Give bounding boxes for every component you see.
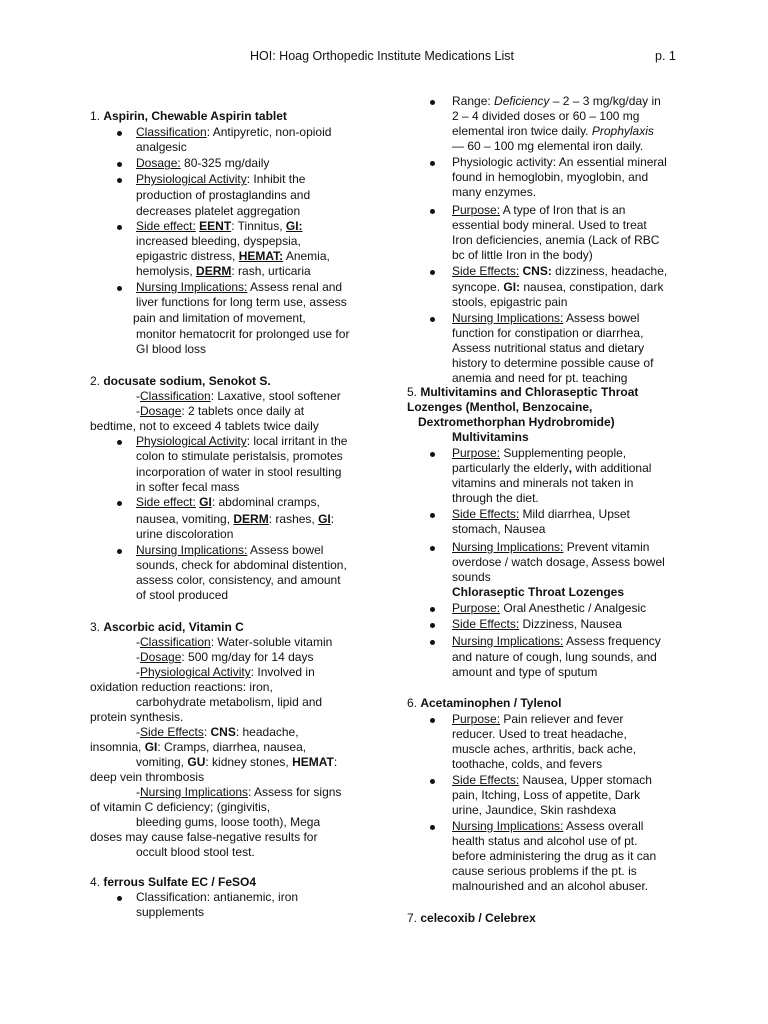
- bullet: [117, 440, 122, 445]
- line: amount and type of sputum: [452, 665, 598, 679]
- line: health status and alcohol use of pt.: [452, 834, 638, 848]
- line: many enzymes.: [452, 185, 537, 199]
- line: liver functions for long term use, assess: [136, 295, 347, 309]
- line: bedtime, not to exceed 4 tablets twice daily: [90, 419, 319, 433]
- list-item: Side Effects: Dizziness, Nausea: [452, 617, 622, 631]
- list-item: Nursing Implications: Assess frequency: [452, 634, 661, 648]
- line: Dextromethorphan Hydrobromide): [418, 415, 615, 429]
- line: bc of little Iron in the body): [452, 248, 593, 262]
- line: through the diet.: [452, 491, 539, 505]
- bullet: [117, 178, 122, 183]
- line: -Nursing Implications: Assess for signs: [136, 785, 342, 799]
- list-item: Nursing Implications: Assess renal and: [136, 280, 343, 294]
- list-item: Side effect: EENT: Tinnitus, GI:: [136, 219, 303, 233]
- line: in softer fecal mass: [136, 480, 240, 494]
- line: and nature of cough, lung sounds, and: [452, 650, 657, 664]
- line: function for constipation or diarrhea,: [452, 326, 644, 340]
- line: syncope. GI: nausea, constipation, dark: [452, 280, 664, 294]
- line: urine discoloration: [136, 527, 234, 541]
- list-item: Side effect: GI: abdominal cramps,: [136, 495, 320, 509]
- bullet: [117, 225, 122, 230]
- line: insomnia, GI: Cramps, diarrhea, nausea,: [90, 740, 307, 754]
- section-3-heading: 3. Ascorbic acid, Vitamin C: [90, 620, 244, 634]
- line: pain and limitation of movement,: [133, 311, 306, 325]
- line: increased bleeding, dyspepsia,: [136, 234, 301, 248]
- line: vomiting, GU: kidney stones, HEMAT:: [136, 755, 338, 769]
- line: — 60 – 100 mg elemental iron daily.: [452, 139, 644, 153]
- bullet: [430, 100, 435, 105]
- list-item: Nursing Implications: Assess bowel: [136, 543, 324, 557]
- line: 2 – 4 divided doses or 60 – 100 mg: [452, 109, 640, 123]
- list-item: Nursing Implications: Assess overall: [452, 819, 644, 833]
- line: cause serious problems if the pt. is: [452, 864, 637, 878]
- list-item: Physiological Activity: local irritant in the: [136, 434, 348, 448]
- subheading-multivitamins: Multivitamins: [452, 430, 529, 444]
- line: occult blood stool test.: [136, 845, 255, 859]
- list-item: Dosage: 80-325 mg/daily: [136, 156, 270, 170]
- line: particularly the elderly, with additional: [452, 461, 652, 475]
- line: urine, Jaundice, Skin rashdexa: [452, 803, 617, 817]
- line: epigastric distress, HEMAT: Anemia,: [136, 249, 330, 263]
- list-item: Side Effects: CNS: dizziness, headache,: [452, 264, 668, 278]
- line: nausea, vomiting, DERM: rashes, GI:: [136, 512, 335, 526]
- list-item: Side Effects: Nausea, Upper stomach: [452, 773, 652, 787]
- list-item: Classification: antianemic, iron: [136, 890, 299, 904]
- line: before administering the drug as it can: [452, 849, 657, 863]
- line: hemolysis, DERM: rash, urticaria: [136, 264, 311, 278]
- line: muscle aches, arthritis, back ache,: [452, 742, 637, 756]
- bullet: [430, 779, 435, 784]
- list-item: Purpose: A type of Iron that is an: [452, 203, 626, 217]
- bullet: [117, 162, 122, 167]
- line: stools, epigastric pain: [452, 295, 568, 309]
- bullet: [430, 161, 435, 166]
- bullet: [117, 501, 122, 506]
- section-1-heading: 1. Aspirin, Chewable Aspirin tablet: [90, 109, 287, 123]
- line: Iron deficiencies, anemia (Lack of RBC: [452, 233, 660, 247]
- bullet: [430, 825, 435, 830]
- line: history to determine possible cause of: [452, 356, 654, 370]
- line: carbohydrate metabolism, lipid and: [136, 695, 323, 709]
- bullet: [430, 607, 435, 612]
- subheading-chloraseptic: Chloraseptic Throat Lozenges: [452, 585, 625, 599]
- section-4-heading: 4. ferrous Sulfate EC / FeSO4: [90, 875, 257, 889]
- line: colon to stimulate peristalsis, promotes: [136, 449, 343, 463]
- line: of vitamin C deficiency; (gingivitis,: [90, 800, 271, 814]
- bullet: [430, 546, 435, 551]
- line: protein synthesis.: [90, 710, 184, 724]
- page-number: p. 1: [655, 49, 676, 63]
- line: -Physiological Activity: Involved in: [136, 665, 315, 679]
- line: sounds: [452, 570, 491, 584]
- line: -Classification: Water-soluble vitamin: [136, 635, 333, 649]
- line: found in hemoglobin, myoglobin, and: [452, 170, 649, 184]
- line: pain, Itching, Loss of appetite, Dark: [452, 788, 641, 802]
- bullet: [117, 286, 122, 291]
- bullet: [117, 131, 122, 136]
- bullet: [430, 718, 435, 723]
- line: deep vein thrombosis: [90, 770, 205, 784]
- bullet: [430, 270, 435, 275]
- line: analgesic: [136, 140, 187, 154]
- list-item: Nursing Implications: Assess bowel: [452, 311, 640, 325]
- line: GI blood loss: [136, 342, 207, 356]
- line: stomach, Nausea: [452, 522, 546, 536]
- bullet: [430, 209, 435, 214]
- line: production of prostaglandins and: [136, 188, 311, 202]
- line: elemental iron twice daily. Prophylaxis: [452, 124, 654, 138]
- line: vitamins and minerals not taken in: [452, 476, 634, 490]
- list-item: Purpose: Pain reliever and fever: [452, 712, 624, 726]
- document-title: HOI: Hoag Orthopedic Institute Medications List: [250, 49, 515, 63]
- list-item: Physiologic activity: An essential mineral: [452, 155, 667, 169]
- section-7-heading: 7. celecoxib / Celebrex: [407, 911, 536, 925]
- list-item: Purpose: Supplementing people,: [452, 446, 627, 460]
- line: -Classification: Laxative, stool softener: [136, 389, 341, 403]
- line: -Side Effects: CNS: headache,: [136, 725, 299, 739]
- line: Assess nutritional status and dietary: [452, 341, 645, 355]
- line: -Dosage: 500 mg/day for 14 days: [136, 650, 314, 664]
- line: sounds, check for abdominal distention,: [136, 558, 347, 572]
- line: oxidation reduction reactions: iron,: [90, 680, 273, 694]
- line: supplements: [136, 905, 205, 919]
- line: monitor hematocrit for prolonged use for: [136, 327, 350, 341]
- list-item: Physiological Activity: Inhibit the: [136, 172, 306, 186]
- bullet: [430, 640, 435, 645]
- line: reducer. Used to treat headache,: [452, 727, 627, 741]
- line: Lozenges (Menthol, Benzocaine,: [407, 400, 593, 414]
- bullet: [430, 317, 435, 322]
- line: malnourished and an alcohol abuser.: [452, 879, 649, 893]
- line: bleeding gums, loose tooth), Mega: [136, 815, 321, 829]
- list-item: Side Effects: Mild diarrhea, Upset: [452, 507, 630, 521]
- line: overdose / watch dosage, Assess bowel: [452, 555, 665, 569]
- list-item: Purpose: Oral Anesthetic / Analgesic: [452, 601, 647, 615]
- list-item: Classification: Antipyretic, non-opioid: [136, 125, 332, 139]
- section-2-heading: 2. docusate sodium, Senokot S.: [90, 374, 271, 388]
- bullet: [430, 623, 435, 628]
- line: assess color, consistency, and amount: [136, 573, 341, 587]
- line: essential body mineral. Used to treat: [452, 218, 647, 232]
- line: anemia and need for pt. teaching: [452, 371, 628, 385]
- line: toothache, colds, and fevers: [452, 757, 603, 771]
- line: incorporation of water in stool resulting: [136, 465, 342, 479]
- line: doses may cause false-negative results for: [90, 830, 318, 844]
- section-6-heading: 6. Acetaminophen / Tylenol: [407, 696, 562, 710]
- bullet: [117, 549, 122, 554]
- line: decreases platelet aggregation: [136, 204, 301, 218]
- line: of stool produced: [136, 588, 229, 602]
- bullet: [117, 896, 122, 901]
- bullet: [430, 513, 435, 518]
- list-item: Nursing Implications: Prevent vitamin: [452, 540, 650, 554]
- list-item: Range: Deficiency – 2 – 3 mg/kg/day in: [452, 94, 661, 108]
- line: -Dosage: 2 tablets once daily at: [136, 404, 305, 418]
- section-5-heading: 5. Multivitamins and Chloraseptic Throat: [407, 385, 639, 399]
- bullet: [430, 452, 435, 457]
